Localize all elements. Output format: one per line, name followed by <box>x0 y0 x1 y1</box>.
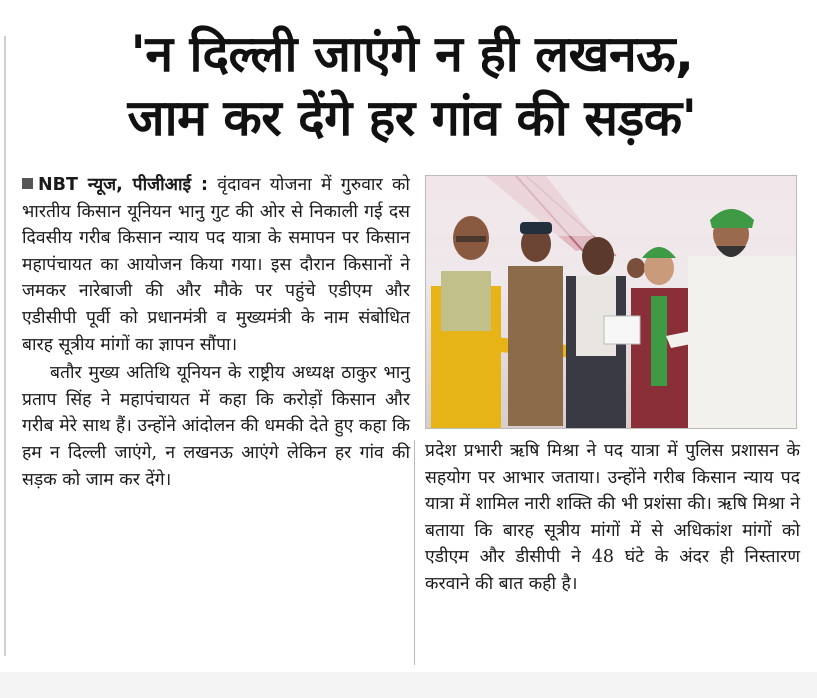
article-paragraph-2: बतौर मुख्य अतिथि यूनियन के राष्ट्रीय अध्यक्ष ठाकुर भानु प्रताप सिंह ने महापंचायत में कहा कि करोड़ों किसान और गरीब मेरे साथ हैं। उन्होंने आंदोलन की धमकी देते हुए कहा कि हम न दिल्ली जाएंगे, न लखनऊ आएंगे लेकिन हर गांव की सड़क को जाम कर देंगे। <box>22 363 410 490</box>
article-column-right <box>425 438 800 598</box>
headline-line-2: जाम कर देंगे हर गांव की सड़क' <box>127 89 697 147</box>
news-photo-illustration <box>426 176 796 428</box>
article-dateline: NBT न्यूज, पीजीआई : <box>38 175 209 195</box>
article-paragraph-1-text: वृंदावन योजना में गुरुवार को भारतीय किसान यूनियन भानु गुट की ओर से निकाली गई दस दिवसीय गरीब किसान न्याय पद यात्रा के समापन पर किसान महापंचायत का आयोजन किया गया। इस दौरान किसानों ने जमकर नारेबाजी की और मौके पर पहुंचे एडीएम और एडीसीपी पूर्वी को प्रधानमंत्री व मुख्यमंत्री के नाम संबोधित बारह सूत्रीय मांगों का ज्ञापन सौंपा। <box>22 175 410 355</box>
article-paragraph-3: प्रदेश प्रभारी ऋषि मिश्रा ने पद यात्रा में पुलिस प्रशासन के सहयोग पर आभार जताया। उन्होंने गरीब किसान न्याय पद यात्रा में शामिल नारी शक्ति की भी प्रशंसा की। ऋषि मिश्रा ने बताया कि बारह सूत्रीय मांगों में से अधिकांश मांगों को एडीएम और डीसीपी ने 48 घंटे के अंदर ही निस्तारण करवाने की बात कही है। <box>425 441 800 594</box>
square-bullet-icon <box>22 178 33 189</box>
article-paragraph-1 <box>22 172 410 358</box>
headline-line-1: 'न दिल्ली जाएंगे न ही लखनऊ, <box>130 25 694 83</box>
page-left-rule <box>4 36 6 656</box>
page-bottom-band <box>0 672 817 698</box>
article-column-left <box>22 172 410 493</box>
column-divider <box>414 440 415 665</box>
news-photo <box>425 175 797 429</box>
headline <box>14 22 810 150</box>
